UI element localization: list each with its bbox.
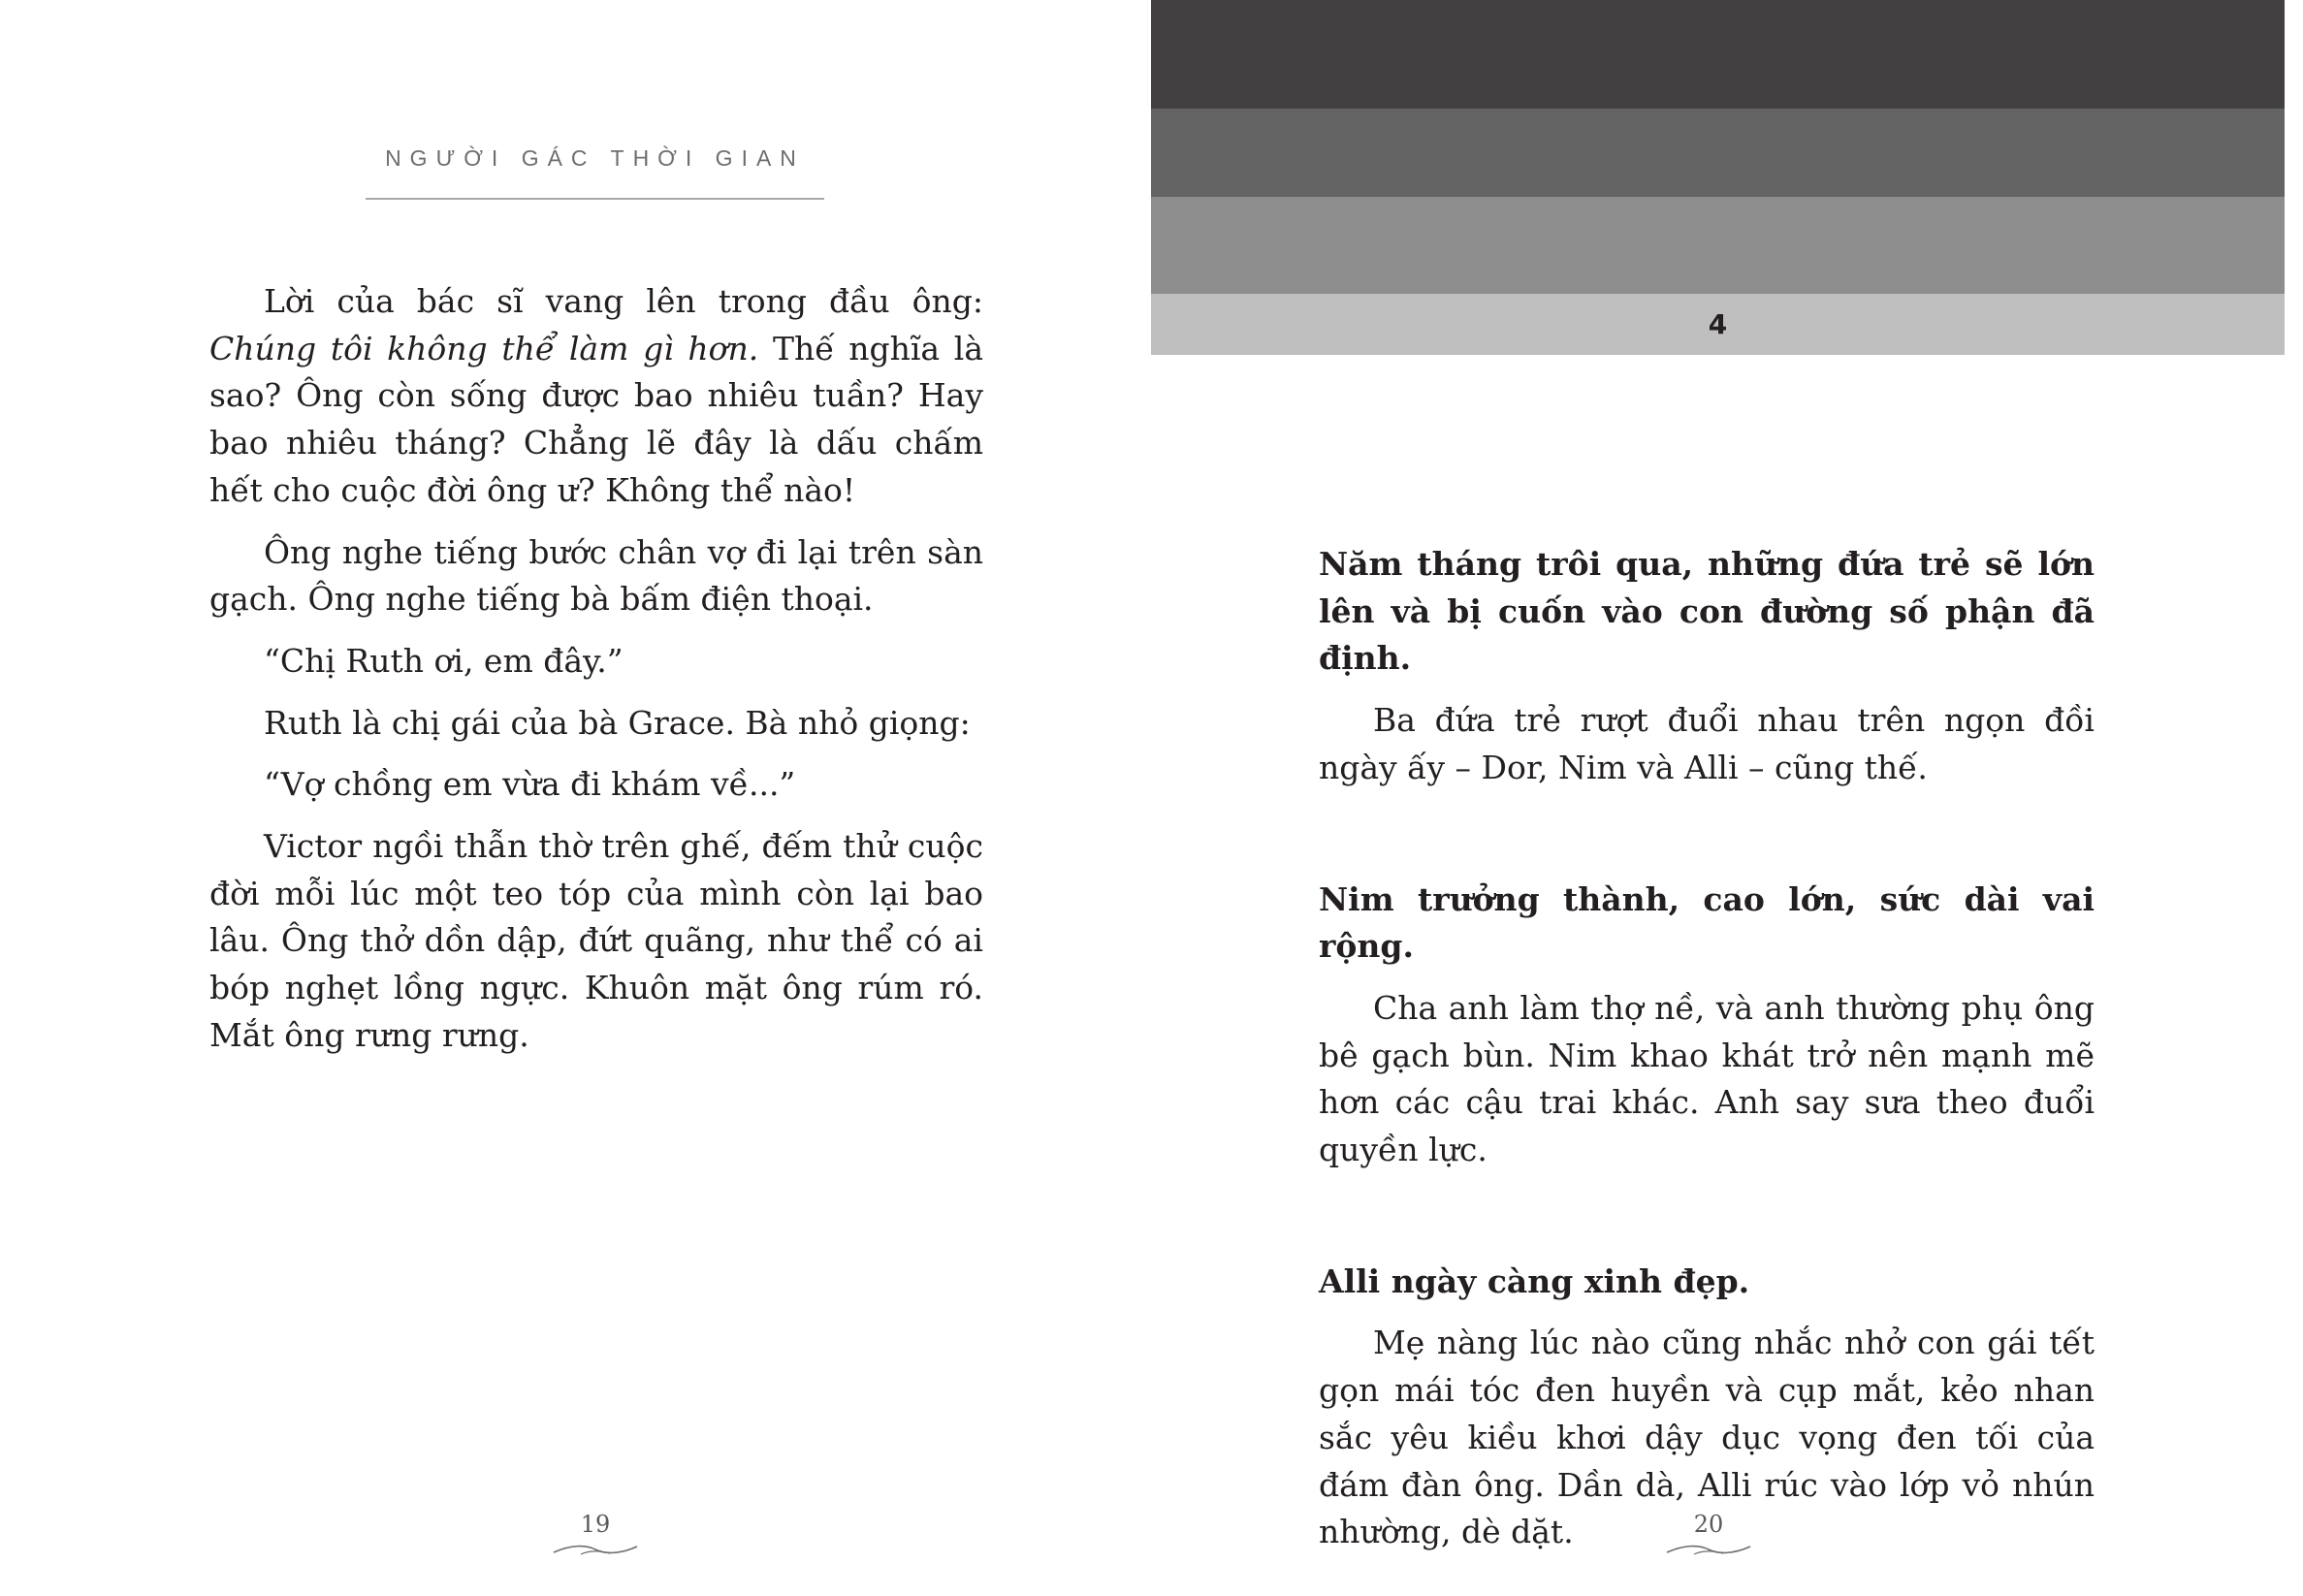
chapter-number: 4 bbox=[1708, 308, 1728, 340]
section-1-lead: Năm tháng trôi qua, những đứa trẻ sẽ lớn lên và bị cuốn vào con đường số phận đã định. bbox=[1319, 545, 2095, 678]
paragraph-1-italic-quote: Chúng tôi không thể làm gì hơn. bbox=[209, 329, 759, 367]
chapter-band-2 bbox=[1151, 109, 2285, 197]
running-header: NGƯỜI GÁC THỜI GIAN bbox=[385, 145, 805, 171]
left-page bbox=[0, 0, 1151, 1596]
flourish-ornament-icon bbox=[552, 1539, 639, 1558]
section-3-body: Mẹ nàng lúc nào cũng nhắc nhở con gái tết gọn mái tóc đen huyền và cụp mắt, kẻo nhan sắc yêu kiều khơi dậy dục vọng đen tối của đám đàn ông. Dần dà, Alli rúc vào lớp vỏ nhún nhường, dè dặt. bbox=[1319, 1324, 2095, 1551]
paragraph-1 bbox=[209, 278, 983, 515]
paragraph-5: “Vợ chồng em vừa đi khám về...” bbox=[264, 765, 796, 804]
right-page bbox=[1151, 0, 2303, 1596]
header-rule bbox=[366, 198, 824, 200]
section-3-lead: Alli ngày càng xinh đẹp. bbox=[1319, 1261, 1750, 1300]
paragraph-3: “Chị Ruth ơi, em đây.” bbox=[264, 641, 624, 680]
flourish-ornament-icon bbox=[1665, 1539, 1752, 1558]
paragraph-1-end: Thế nghĩa là sao? Ông còn sống được bao nhiêu tuần? Hay bao nhiêu tháng? Chẳng lẽ đây là dấu chấm hết cho cuộc đời ông ư? Không thể nào! bbox=[209, 329, 983, 509]
chapter-band-1 bbox=[1151, 0, 2285, 109]
paragraph-1-start: Lời của bác sĩ vang lên trong đầu ông: bbox=[264, 282, 983, 320]
paragraph-6: Victor ngồi thẫn thờ trên ghế, đếm thử cuộc đời mỗi lúc một teo tóp của mình còn lại bao lâu. Ông thở dồn dập, đứt quãng, như thể có ai bóp nghẹt lồng ngực. Khuôn mặt ông rúm ró. Mắt ông rưng rưng. bbox=[209, 827, 983, 1054]
paragraph-4: Ruth là chị gái của bà Grace. Bà nhỏ giọng: bbox=[264, 703, 971, 742]
paragraph-2: Ông nghe tiếng bước chân vợ đi lại trên sàn gạch. Ông nghe tiếng bà bấm điện thoại. bbox=[209, 532, 983, 619]
page-number-right: 20 bbox=[1693, 1511, 1724, 1538]
section-1-body: Ba đứa trẻ rượt đuổi nhau trên ngọn đồi ngày ấy – Dor, Nim và Alli – cũng thế. bbox=[1319, 701, 2095, 786]
left-text-block bbox=[209, 278, 983, 1060]
section-2-body: Cha anh làm thợ nề, và anh thường phụ ông bê gạch bùn. Nim khao khát trở nên mạnh mẽ hơn các cậu trai khác. Anh say sưa theo đuổi quyền lực. bbox=[1319, 988, 2095, 1169]
page-number-left: 19 bbox=[580, 1511, 611, 1538]
section-2-lead: Nim trưởng thành, cao lớn, sức dài vai rộng. bbox=[1319, 879, 2095, 966]
right-text-block bbox=[1319, 541, 2095, 1556]
chapter-band-3 bbox=[1151, 197, 2285, 294]
